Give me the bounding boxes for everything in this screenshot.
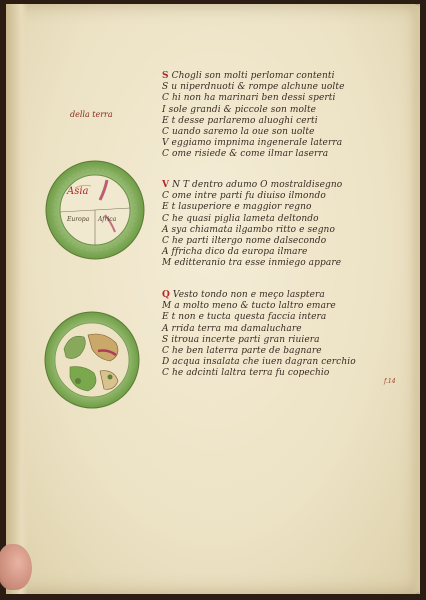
verse-line: A ffricha dico da europa ilmare (162, 247, 308, 258)
t-o-map-drawing (45, 160, 145, 260)
verse-line: C ome risiede & come ilmar laserra (162, 149, 329, 160)
verse-line: C he ben laterra parte de bagnare (162, 346, 322, 357)
manuscript-leaf (6, 4, 420, 594)
continents-map-drawing (44, 311, 140, 409)
verse-line: C he quasi piglia lameta deltondo (162, 213, 319, 224)
verse-line: S Chogli son molti perlomar contenti (162, 71, 335, 81)
verse-line: S u niperdnuoti & rompe alchune uolte (162, 82, 345, 93)
verse-line: C he adcinti laltra terra fu copechio (162, 368, 330, 379)
t-o-world-map (45, 160, 145, 260)
asia-label: Asia (67, 186, 89, 197)
verse-line: D acqua insalata che iuen dagran cerchio (162, 357, 356, 368)
verse-line: Q Vesto tondo non e meço lasptera (162, 290, 325, 300)
verse-line: A sya chiamata ilgambo ritto e segno (162, 224, 335, 235)
thumb (0, 544, 32, 590)
verse-line: S itroua incerte parti gran riuiera (162, 334, 320, 345)
verse-line: E t desse parlaremo aluoghi certi (162, 115, 318, 126)
verse-line: V N T dentro adumo O mostraldisegno (162, 180, 343, 190)
stanza-3 (162, 290, 356, 380)
continents-world-map (44, 311, 140, 409)
verse-line: C hi non ha marinari ben dessi sperti (162, 93, 336, 104)
verse-line: M a molto meno & tucto laltro emare (162, 301, 336, 312)
page-edge (410, 4, 420, 594)
africa-label: Africa (98, 216, 117, 223)
verse-line: A rrida terra ma damaluchare (162, 323, 302, 334)
verse-line: I sole grandi & piccole son molte (162, 104, 317, 115)
verse-line: C uando saremo la oue son uolte (162, 127, 315, 138)
page-number: f.14 (384, 378, 396, 385)
page-gutter (6, 4, 28, 594)
margin-note: della terra (70, 110, 113, 119)
stanza-1 (162, 71, 345, 161)
verse-line: E t lasuperiore e maggior regno (162, 202, 312, 213)
verse-line: C ome intre parti fu diuiso ilmondo (162, 191, 326, 202)
verse-line: M editteranio tra esse inmiego appare (162, 258, 342, 269)
verse-line: C he parti iltergo nome dalsecondo (162, 236, 327, 247)
europa-label: Europa (67, 216, 90, 223)
verse-line: V eggiamo impnima ingenerale laterra (162, 138, 343, 149)
stanza-2 (162, 180, 342, 270)
verse-line: E t non e tucta questa faccia intera (162, 312, 327, 323)
